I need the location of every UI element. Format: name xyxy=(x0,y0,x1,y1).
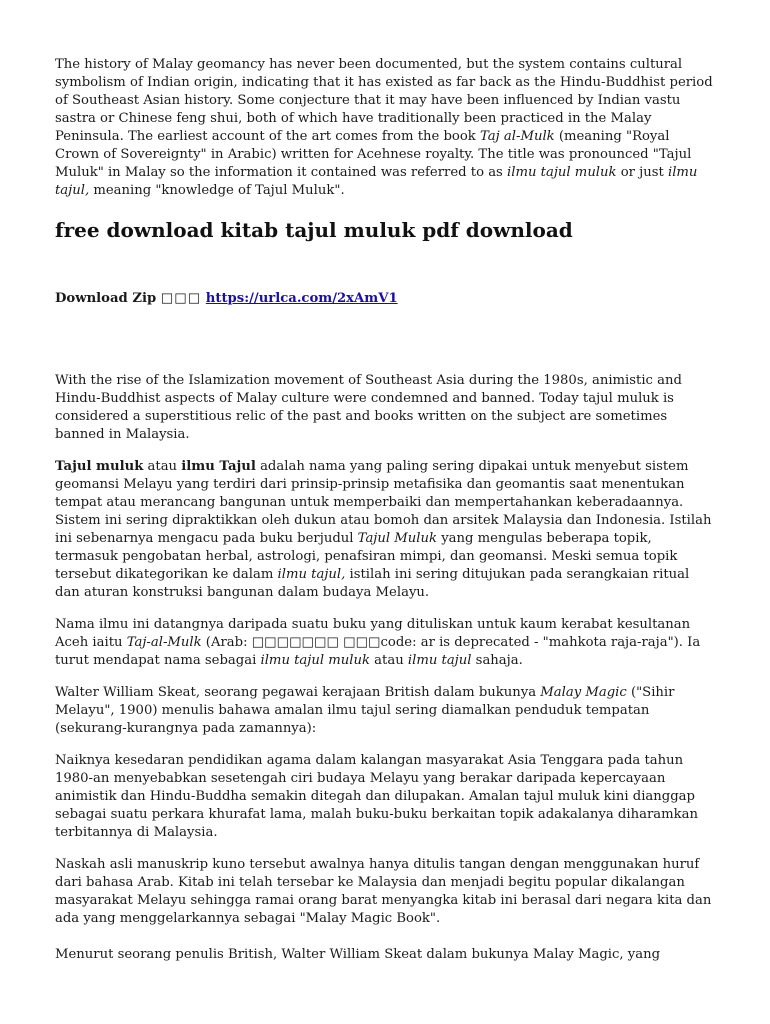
malay1-term-2: ilmu Tajul xyxy=(181,459,256,474)
skeat-book: Malay Magic xyxy=(540,685,627,700)
malay2-text-1: Nama ilmu ini datangnya daripada suatu buku yang dituliskan untuk kaum kerabat kesultanan Aceh iaitu xyxy=(55,617,691,650)
malay2-text-3: atau xyxy=(369,653,408,668)
intro-term-2: ilmu tajul, xyxy=(55,165,698,198)
malay2-text-2: (Arab: □□□□□□□ □□□code: ar is deprecated - "mahkota raja-raja"). Ia turut mendapat nama sebagai xyxy=(55,635,701,668)
skeat-text-2: ("Sihir Melayu", 1900) menulis bahawa amalan ilmu tajul sering diamalkan penduduk tempatan (sekurang-kurangnya pada zamannya): xyxy=(55,685,675,736)
skeat-text-1: Walter William Skeat, seorang pegawai kerajaan British dalam bukunya xyxy=(55,685,541,700)
malay2-term-2: ilmu tajul muluk xyxy=(260,653,370,668)
malay-paragraph-1 xyxy=(55,458,715,602)
malay1-term-3: ilmu tajul, xyxy=(277,567,346,582)
malay2-term-1: Taj-al-Mulk xyxy=(126,635,202,650)
malay2-text-4: sahaja. xyxy=(471,653,523,668)
malay1-term-1: Tajul muluk xyxy=(55,459,144,474)
download-link[interactable]: https://urlca.com/2xAmV1 xyxy=(205,291,398,306)
malay1-text-3: yang mengulas beberapa topik, termasuk pengobatan herbal, astrologi, penafsiran mimpi, dan geomansi. Meski semua topik tersebut dikategorikan ke dalam xyxy=(55,531,678,582)
intro-text-2: (meaning "Royal Crown of Sovereignty" in Arabic) written for Acehnese royalty. The title was pronounced "Tajul Muluk" in Malay so the information it contained was referred to as xyxy=(55,129,692,180)
malay1-text-1: atau xyxy=(143,459,182,474)
naskah-paragraph: Naskah asli manuskrip kuno tersebut awalnya hanya ditulis tangan dengan menggunakan huruf dari bahasa Arab. Kitab ini telah tersebar ke Malaysia dan menjadi begitu popular dikalangan masyarakat Melayu sehingga ramai orang barat menyangka kitab ini berasal dari negara kita dan ada yang menggelarkannya sebagai "Malay Magic Book". xyxy=(55,857,712,926)
page-heading: free download kitab tajul muluk pdf download xyxy=(55,218,573,242)
intro-term-1: ilmu tajul muluk xyxy=(507,165,617,180)
download-line xyxy=(55,290,715,308)
intro-text-4: meaning "knowledge of Tajul Muluk". xyxy=(89,183,345,198)
intro-book-title: Taj al-Mulk xyxy=(480,129,555,144)
malay2-term-3: ilmu tajul xyxy=(407,653,472,668)
islamization-paragraph: With the rise of the Islamization movement of Southeast Asia during the 1980s, animistic and Hindu-Buddhist aspects of Malay culture were condemned and banned. Today tajul muluk is considered a superstitious relic of the past and books written on the subject are sometimes banned in Malaysia. xyxy=(55,373,682,442)
malay-paragraph-2 xyxy=(55,616,715,670)
intro-text-1: The history of Malay geomancy has never been documented, but the system contains cultural symbolism of Indian origin, indicating that it has existed as far back as the Hindu-Buddhist period of Southeast Asian history. Some conjecture that it may have been influenced by Indian vastu sastra or Chinese feng shui, both of which have traditionally been practiced in the Malay Peninsula. The earliest account of the art comes from the book xyxy=(55,57,713,144)
naiknya-paragraph: Naiknya kesedaran pendidikan agama dalam kalangan masyarakat Asia Tenggara pada tahun 1980-an menyebabkan sesetengah ciri budaya Melayu yang berakar daripada kepercayaan animistik dan Hindu-Buddha semakin ditegah dan dilupakan. Amalan tajul muluk kini dianggap sebagai suatu perkara khurafat lama, malah buku-buku berkaitan topik adakalanya diharamkan terbitannya di Malaysia. xyxy=(55,753,698,840)
skeat-paragraph xyxy=(55,684,715,738)
malay1-text-2: adalah nama yang paling sering dipakai untuk menyebut sistem geomansi Melayu yang terdiri dari prinsip-prinsip metafisika dan geomantis saat menentukan tempat atau merancang bangunan untuk memperbaiki dan mempertahankan keberadaannya. Sistem ini sering dipraktikkan oleh dukun atau bomoh dan arsitek Malaysia dan Indonesia. Istilah ini sebenarnya mengacu pada buku berjudul xyxy=(55,459,712,546)
malay1-text-4: istilah ini sering ditujukan pada serangkaian ritual dan aturan konstruksi bangunan dalam budaya Melayu. xyxy=(55,567,690,600)
menurut-paragraph: Menurut seorang penulis British, Walter William Skeat dalam bukunya Malay Magic, yang xyxy=(55,947,661,962)
intro-paragraph xyxy=(55,56,715,200)
malay1-book: Tajul Muluk xyxy=(357,531,437,546)
download-label: Download Zip xyxy=(55,291,157,306)
document-page xyxy=(55,56,715,964)
download-glyphs: □□□ xyxy=(160,291,202,306)
intro-text-3: or just xyxy=(616,165,668,180)
